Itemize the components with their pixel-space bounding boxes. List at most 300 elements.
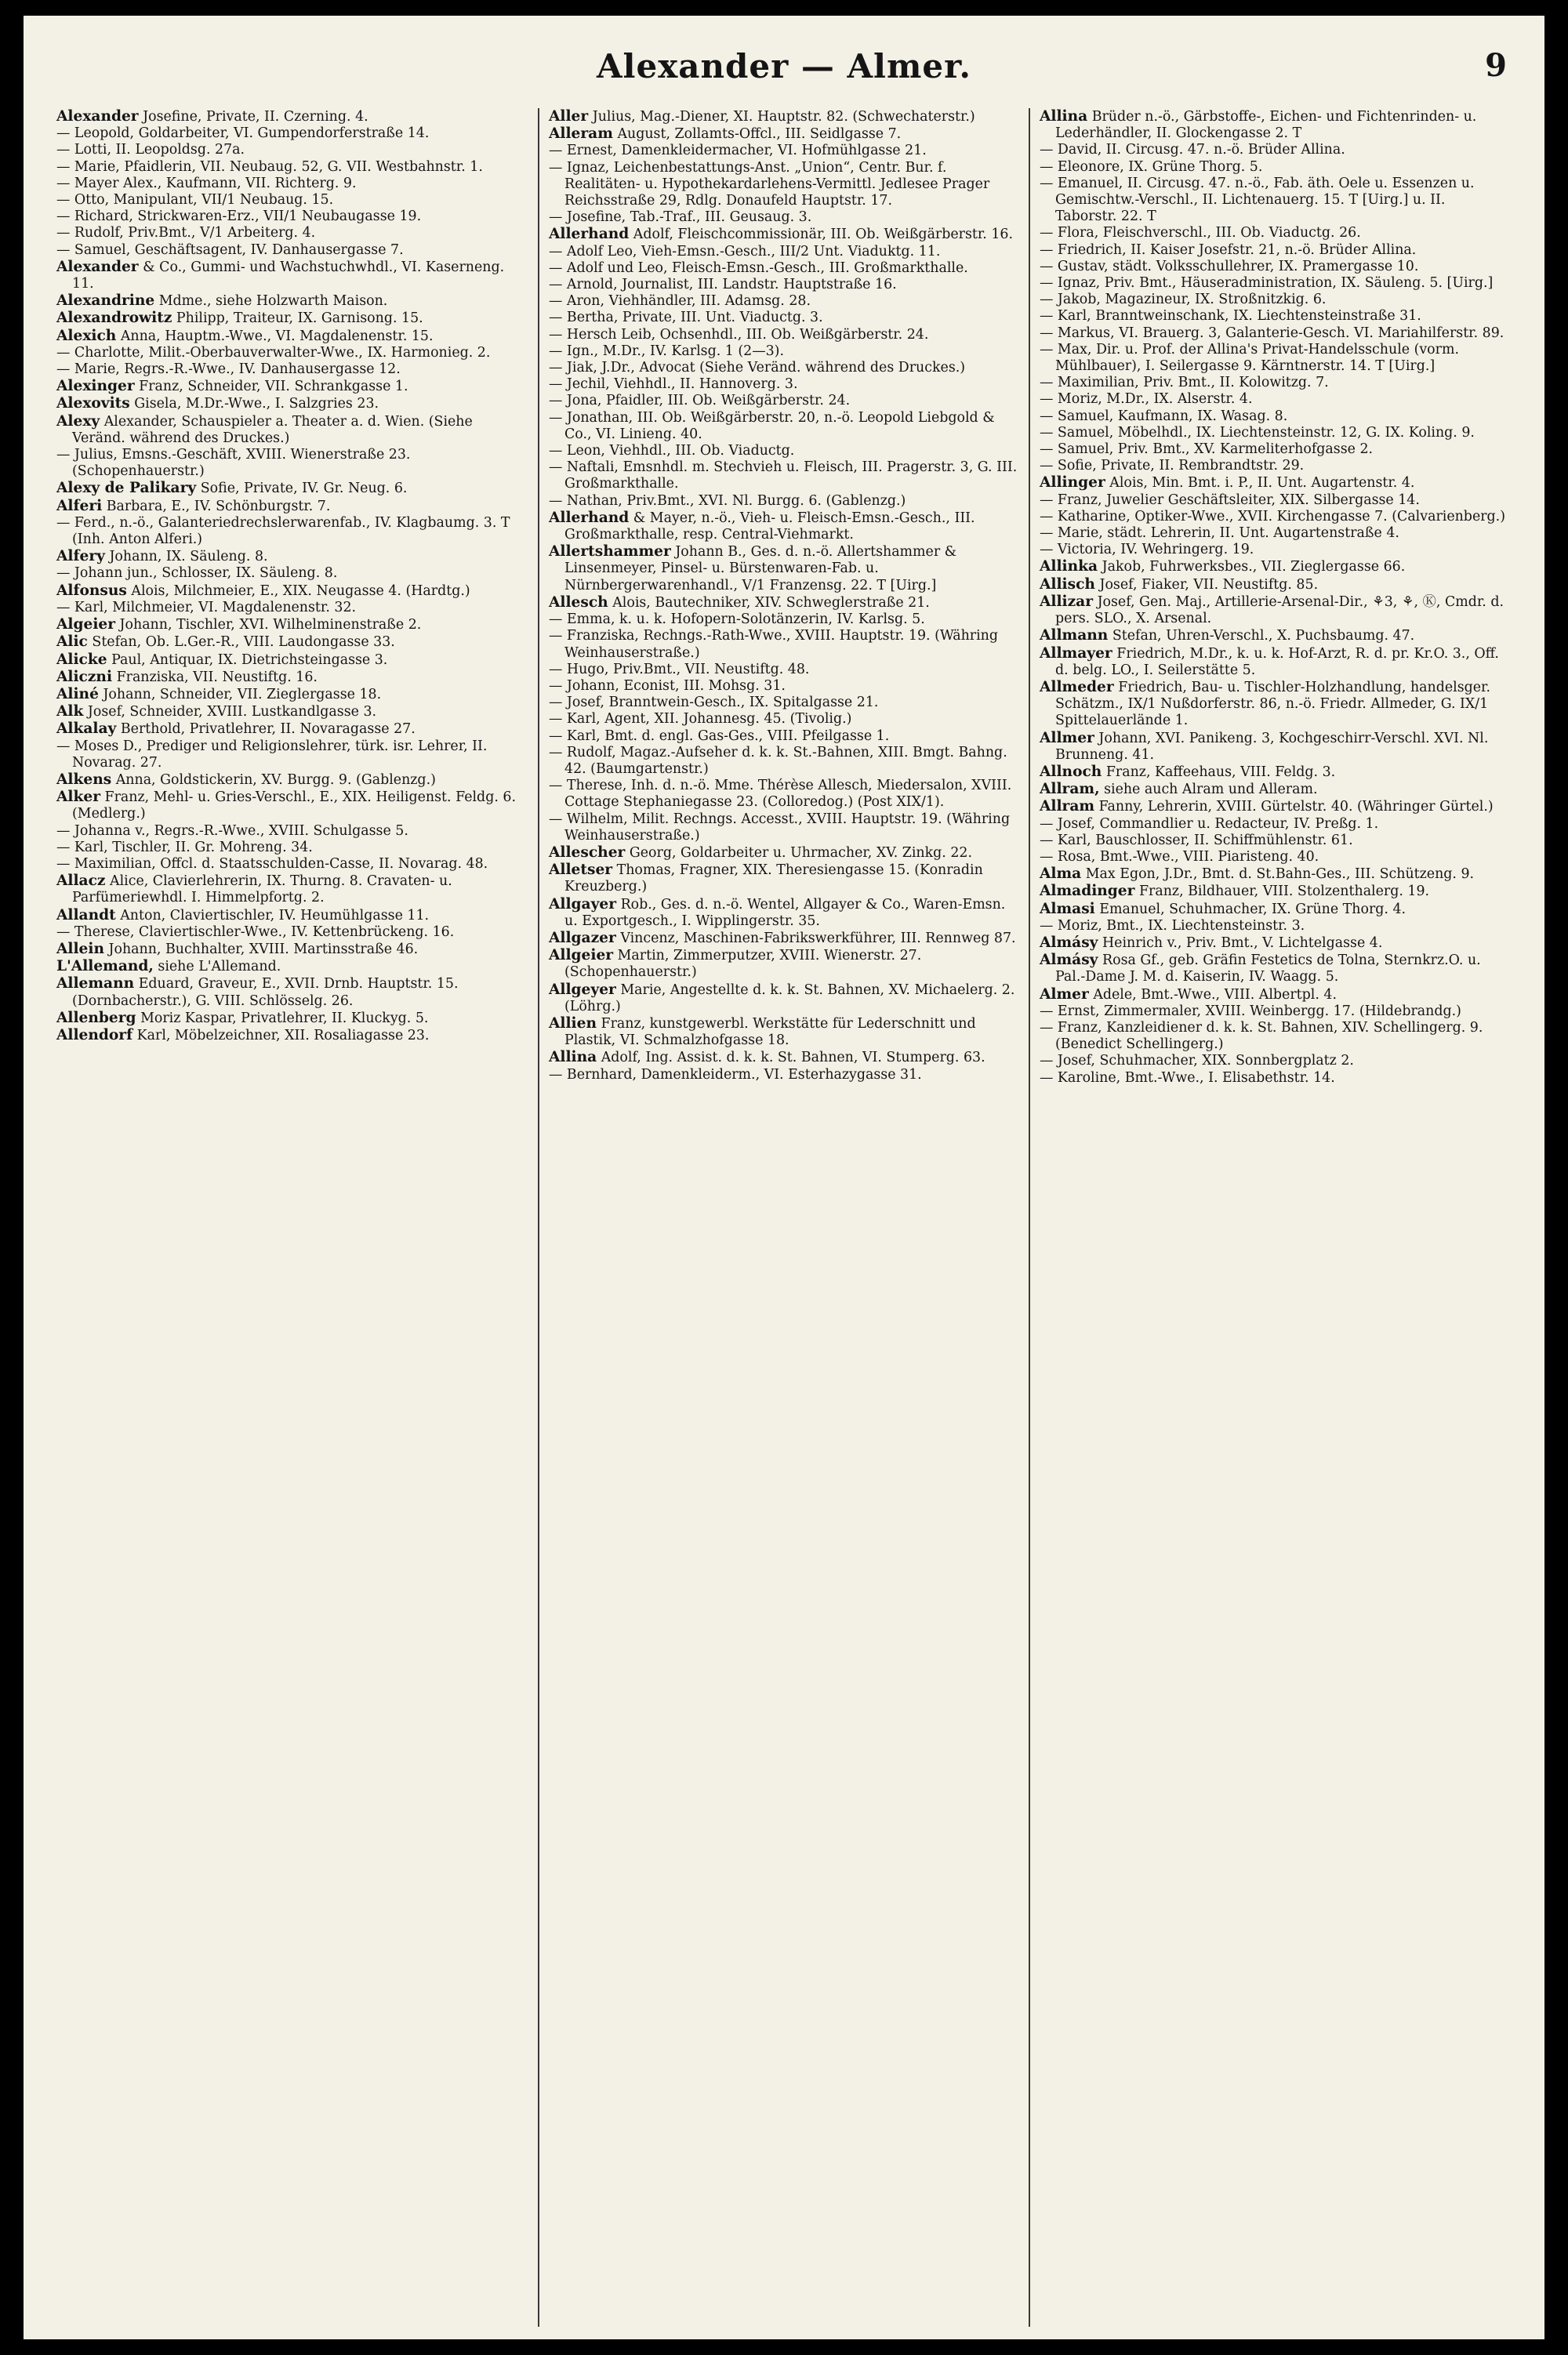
directory-entry: [1040, 865, 1510, 883]
directory-entry: [549, 310, 1019, 326]
directory-entry: [549, 728, 1019, 745]
entry-details: — Franz, Kanzleidiener d. k. k. St. Bahnen, XIV. Schellingerg. 9. (Benedict Schellingerg.): [1040, 1019, 1483, 1053]
directory-entry: [56, 720, 528, 738]
entry-details: Martin, Zimmerputzer, XVIII. Wienerstr. 27. (Schopenhauerstr.): [564, 948, 922, 981]
entry-details: Adolf, Fleischcommissionär, III. Ob. Weißgärberstr. 16.: [633, 227, 1014, 243]
entry-surname: Allesch: [549, 593, 608, 611]
entry-details: Franz, Bildhauer, VIII. Stolzenthalerg. 19.: [1138, 884, 1430, 900]
entry-details: Franz, Mehl- u. Gries-Verschl., E., XIX. Heiligenst. Feldg. 6. (Medlerg.): [72, 789, 516, 822]
directory-entry: [549, 862, 1019, 895]
entry-details: Brüder n.-ö., Gärbstoffe-, Eichen- und Fichtenrinden- u. Lederhändler, II. Glockengasse 2. T: [1055, 109, 1477, 142]
running-head: Alexander — Almer.: [596, 47, 972, 85]
directory-entry: [56, 413, 528, 447]
entry-details: — Samuel, Priv. Bmt., XV. Karmeliterhofgasse 2.: [1040, 441, 1374, 458]
entry-surname: Allenberg: [56, 1009, 136, 1026]
directory-entry: [1040, 1053, 1510, 1069]
entry-surname: Alexander: [56, 108, 139, 125]
entry-surname: Allizar: [1040, 593, 1094, 610]
entry-details: Barbara, E., IV. Schönburgstr. 7.: [106, 498, 331, 514]
entry-details: — Leopold, Goldarbeiter, VI. Gumpendorferstraße 14.: [56, 125, 430, 142]
entry-details: Johann, Schneider, VII. Zieglergasse 18.: [103, 686, 382, 702]
entry-details: — Johanna v., Regrs.-R.-Wwe., XVIII. Schulgasse 5.: [56, 822, 408, 839]
directory-entry: [56, 378, 528, 395]
entry-details: — Flora, Fleischverschl., III. Ob. Viaductg. 26.: [1040, 225, 1361, 241]
entry-details: — Ernst, Zimmermaler, XVIII. Weinbergg. 17. (Hildebrandg.): [1040, 1003, 1461, 1019]
directory-entry: [1040, 525, 1510, 542]
entry-details: — Marie, städt. Lehrerin, II. Unt. Augartenstraße 4.: [1040, 525, 1399, 542]
entry-surname: Alk: [56, 703, 84, 720]
entry-surname: Allgeier: [549, 947, 614, 964]
entry-details: Johann, XVI. Panikeng. 3, Kochgeschirr-Verschl. XVI. Nl. Brunneng. 41.: [1055, 730, 1489, 763]
entry-details: — Arnold, Journalist, III. Landstr. Hauptstraße 16.: [549, 277, 897, 293]
directory-entry: [1040, 576, 1510, 593]
entry-surname: Almadinger: [1040, 883, 1135, 900]
entry-details: — Julius, Emsns.-Geschäft, XVIII. Wienerstraße 23. (Schopenhauerstr.): [56, 447, 411, 480]
entry-surname: Almasi: [1040, 900, 1095, 917]
directory-entry: [549, 543, 1019, 594]
entry-details: Georg, Goldarbeiter u. Uhrmacher, XV. Zinkg. 22.: [629, 844, 973, 861]
entry-surname: Allein: [56, 940, 104, 957]
directory-entry: [56, 1010, 528, 1027]
entry-details: — Samuel, Kaufmann, IX. Wasag. 8.: [1040, 408, 1288, 424]
directory-entry: [56, 600, 528, 616]
directory-entry: [549, 343, 1019, 360]
entry-details: Berthold, Privatlehrer, II. Novaragasse 27.: [120, 721, 416, 738]
entry-details: Rosa Gf., geb. Gräfin Festetics de Tolna, Sternkrz.O. u. Pal.-Dame J. M. d. Kaiserin, IV. Waagg. 5.: [1055, 953, 1481, 985]
entry-details: Anna, Hauptm.-Wwe., VI. Magdalenenstr. 15.: [120, 328, 434, 344]
directory-entry: [1040, 558, 1510, 575]
entry-surname: Allemann: [56, 975, 135, 992]
directory-entry: [549, 327, 1019, 343]
directory-entry: [549, 443, 1019, 459]
entry-surname: Alma: [1040, 865, 1082, 883]
entry-surname: Allmer: [1040, 729, 1094, 746]
directory-entry: [1040, 108, 1510, 142]
entry-details: Josef, Gen. Maj., Artillerie-Arsenal-Dir., ⚘3, ⚘, Ⓚ, Cmdr. d. pers. SLO., X. Arsenal.: [1055, 593, 1504, 627]
directory-entry: [56, 515, 528, 548]
entry-details: Alois, Min. Bmt. i. P., II. Unt. Augartenstr. 4.: [1109, 475, 1415, 492]
directory-entry: [56, 142, 528, 158]
entry-details: Anton, Claviertischler, IV. Heumühlgasse 11.: [120, 907, 430, 923]
directory-entry: [1040, 833, 1510, 849]
directory-entry: [56, 361, 528, 378]
entry-details: — Karl, Tischler, II. Gr. Mohreng. 34.: [56, 839, 313, 855]
entry-details: Moriz Kaspar, Privatlehrer, II. Kluckyg. 5.: [140, 1010, 429, 1026]
directory-entry: [56, 738, 528, 771]
entry-details: Heinrich v., Priv. Bmt., V. Lichtelgasse 4.: [1102, 934, 1383, 951]
directory-entry: [549, 160, 1019, 210]
directory-entry: [56, 292, 528, 310]
directory-entry: [549, 293, 1019, 310]
directory-entry: [549, 410, 1019, 443]
entry-details: Eduard, Graveur, E., XVII. Drnb. Hauptstr. 15. (Dornbacherstr.), G. VIII. Schlösselg. 26.: [72, 976, 459, 1009]
directory-entry: [1040, 679, 1510, 730]
directory-entry: [56, 616, 528, 633]
directory-entry: [1040, 730, 1510, 764]
entry-details: Alice, Clavierlehrerin, IX. Thurng. 8. Cravaten- u. Parfümeriewhdl. I. Himmelpfortg. 2.: [72, 873, 452, 906]
directory-entry: [549, 108, 1019, 125]
directory-entry: [56, 703, 528, 720]
directory-entry: [1040, 425, 1510, 441]
entry-details: — Therese, Inh. d. n.-ö. Mme. Thérèse Allesch, Miedersalon, XVIII. Cottage Stephaniegasse 23. (Colloredog.) (Post XIX/1).: [549, 778, 1012, 811]
entry-details: Stefan, Uhren-Verschl., X. Puchsbaumg. 47.: [1112, 628, 1415, 644]
directory-entry: [56, 328, 528, 345]
entry-surname: Alexich: [56, 327, 117, 344]
entry-surname: Allina: [549, 1049, 597, 1066]
directory-entry: [1040, 934, 1510, 952]
directory-entry: [1040, 441, 1510, 458]
entry-details: — Samuel, Geschäftsagent, IV. Danhausergasse 7.: [56, 241, 404, 258]
entry-surname: Allnoch: [1040, 763, 1102, 780]
directory-entry: [56, 582, 528, 600]
directory-entry: [56, 345, 528, 361]
entry-surname: Allmeder: [1040, 678, 1114, 695]
entry-details: — Maximilian, Priv. Bmt., II. Kolowitzg. 7.: [1040, 375, 1329, 391]
entry-surname: Aliczni: [56, 668, 113, 685]
entry-details: — Ignaz, Leichenbestattungs-Anst. „Union“, Centr. Bur. f. Realitäten- u. Hypothekardarlehens-Vermittl. Jedlesee Prager Reichsstraße 29, Rdlg. Donaufeld Hauptstr. 17.: [549, 159, 990, 209]
entry-surname: Alletser: [549, 862, 613, 879]
directory-entry: [56, 958, 528, 975]
directory-entry: [56, 259, 528, 292]
entry-surname: Allina: [1040, 108, 1088, 125]
entry-surname: Almer: [1040, 985, 1089, 1003]
entry-details: — Rudolf, Magaz.-Aufseher d. k. k. St.-Bahnen, XIII. Bmgt. Bahng. 42. (Baumgartenstr.): [549, 744, 1007, 777]
entry-details: — Otto, Manipulant, VII/1 Neubaug. 15.: [56, 192, 334, 209]
entry-details: — Lotti, II. Leopoldsg. 27a.: [56, 142, 245, 158]
directory-entry: [56, 975, 528, 1009]
entry-details: Philipp, Traiteur, IX. Garnisong. 15.: [176, 310, 423, 327]
entry-surname: Allerhand: [549, 226, 630, 243]
entry-details: August, Zollamts-Offcl., III. Seidlgasse 7.: [617, 126, 902, 143]
entry-details: Anna, Goldstickerin, XV. Burgg. 9. (Gablenzg.): [115, 771, 436, 788]
entry-details: — Max, Dir. u. Prof. der Allina's Privat-Handelsschule (vorm. Mühlbauer), I. Seilergasse 9. Kärntnerstr. 14. T [Uirg.]: [1040, 341, 1459, 375]
entry-surname: Allgazer: [549, 929, 616, 946]
entry-details: Max Egon, J.Dr., Bmt. d. St.Bahn-Ges., III. Schützeng. 9.: [1085, 866, 1475, 883]
directory-entry: [549, 1015, 1019, 1049]
entry-details: — Bertha, Private, III. Unt. Viaductg. 3.: [549, 310, 823, 326]
entry-surname: Alexandrowitz: [56, 310, 172, 327]
directory-page: [24, 16, 1544, 2339]
directory-entry: [549, 393, 1019, 409]
entry-surname: Allerhand: [549, 509, 630, 526]
directory-entry: [549, 982, 1019, 1015]
entry-details: — Ernest, Damenkleidermacher, VI. Hofmühlgasse 21.: [549, 143, 927, 159]
entry-details: Johann, Buchhalter, XVIII. Martinsstraße 46.: [108, 941, 419, 957]
entry-surname: Alexandrine: [56, 292, 155, 310]
entry-details: — Wilhelm, Milit. Rechngs. Accesst., XVIII. Hauptstr. 19. (Währing Weinhauserstraße.): [549, 811, 1011, 844]
directory-entry: [56, 924, 528, 941]
directory-entry: [549, 745, 1019, 778]
directory-entry: [56, 310, 528, 327]
entry-surname: Alexinger: [56, 378, 135, 395]
directory-entry: [1040, 275, 1510, 292]
directory-entry: [549, 594, 1019, 611]
directory-entry: [549, 662, 1019, 678]
entry-details: — Karl, Branntweinschank, IX. Liechtensteinstraße 31.: [1040, 308, 1421, 325]
directory-entry: [1040, 645, 1510, 679]
entry-details: — Jona, Pfaidler, III. Ob. Weißgärberstr. 24.: [549, 393, 851, 409]
entry-details: Josef, Fiaker, VII. Neustiftg. 85.: [1099, 576, 1319, 593]
directory-entry: [56, 823, 528, 840]
entry-surname: Allinka: [1040, 558, 1098, 575]
directory-entry: [1040, 1020, 1510, 1053]
entry-details: — Moriz, M.Dr., IX. Alserstr. 4.: [1040, 391, 1253, 408]
entry-details: — Naftali, Emsnhdl. m. Stechvieh u. Fleisch, III. Pragerstr. 3, G. III. Großmarkthalle.: [549, 459, 1018, 492]
directory-entry: [56, 242, 528, 259]
directory-entry: [56, 159, 528, 176]
directory-entry: [56, 789, 528, 822]
entry-details: & Mayer, n.-ö., Vieh- u. Fleisch-Emsn.-Gesch., III. Großmarkthalle, resp. Central-Viehmarkt.: [564, 510, 975, 543]
entry-surname: Aliné: [56, 685, 99, 702]
directory-entry: [1040, 627, 1510, 644]
directory-entry: [1040, 509, 1510, 525]
entry-surname: Allendorf: [56, 1026, 133, 1043]
entry-details: — Mayer Alex., Kaufmann, VII. Richterg. 9.: [56, 175, 357, 191]
entry-surname: Allien: [549, 1014, 597, 1032]
entry-surname: Almásy: [1040, 934, 1098, 951]
entry-details: — Markus, VI. Brauerg. 3, Galanterie-Gesch. VI. Mariahilferstr. 89.: [1040, 325, 1504, 341]
directory-entry: [549, 143, 1019, 159]
directory-entry: [56, 498, 528, 515]
directory-entry: [1040, 901, 1510, 918]
entry-details: — Karl, Agent, XII. Johannesg. 45. (Tivolig.): [549, 711, 852, 728]
entry-details: Thomas, Fragner, XIX. Theresiengasse 15. (Konradin Kreuzberg.): [564, 862, 983, 895]
entry-details: — Emanuel, II. Circusg. 47. n.-ö., Fab. äth. Oele u. Essenzen u. Gemischtw.-Verschl., II. Lichtenauerg. 15. T [Uirg.] u. II. Taborstr. 22. T: [1040, 175, 1475, 225]
entry-details: — Franz, Juwelier Geschäftsleiter, XIX. Silbergasse 14.: [1040, 492, 1420, 508]
directory-entry: [56, 125, 528, 142]
directory-entry: [1040, 142, 1510, 158]
directory-entry: [549, 493, 1019, 510]
directory-entry: [1040, 952, 1510, 985]
directory-entry: [549, 244, 1019, 260]
entry-details: — Ign., M.Dr., IV. Karlsg. 1 (2—3).: [549, 343, 784, 359]
directory-entry: [56, 651, 528, 669]
entry-surname: Almásy: [1040, 952, 1098, 969]
directory-entry: [549, 947, 1019, 981]
directory-entry: [1040, 176, 1510, 226]
entry-details: Sofie, Private, IV. Gr. Neug. 6.: [200, 481, 408, 497]
entry-surname: Allinger: [1040, 474, 1105, 492]
directory-entry: [56, 108, 528, 125]
entry-details: — Charlotte, Milit.-Oberbauverwalter-Wwe., IX. Harmonieg. 2.: [56, 344, 491, 361]
directory-entry: [56, 209, 528, 225]
directory-entry: [1040, 242, 1510, 259]
directory-entry: [549, 628, 1019, 661]
entry-details: Stefan, Ob. L.Ger.-R., VIII. Laudongasse 33.: [92, 634, 395, 651]
entry-surname: Allescher: [549, 844, 626, 861]
directory-entry: [56, 225, 528, 241]
directory-entry: [1040, 986, 1510, 1003]
entry-details: — Ferd., n.-ö., Galanteriedrechslerwarenfab., IV. Klagbaumg. 3. T (Inh. Anton Alferi.): [56, 514, 510, 548]
entry-details: Fanny, Lehrerin, XVIII. Gürtelstr. 40. (Währinger Gürtel.): [1098, 799, 1494, 815]
directory-entry: [549, 125, 1019, 143]
entry-surname: Alkalay: [56, 720, 117, 738]
entry-details: — Samuel, Möbelhdl., IX. Liechtensteinstr. 12, G. IX. Koling. 9.: [1040, 424, 1475, 441]
directory-entry: [549, 896, 1019, 930]
entry-details: — Karl, Bmt. d. engl. Gas-Ges., VIII. Pfeilgasse 1.: [549, 728, 890, 744]
entry-surname: Alexander: [56, 258, 139, 275]
column-right: [1029, 108, 1519, 2327]
entry-surname: Alfery: [56, 548, 105, 565]
entry-surname: Alexovits: [56, 395, 130, 412]
entry-details: Josef, Schneider, XVIII. Lustkandlgasse 3.: [87, 704, 377, 720]
directory-entry: [549, 459, 1019, 492]
entry-details: Rob., Ges. d. n.-ö. Wentel, Allgayer & Co., Waren-Emsn. u. Exportgesch., I. Wipplingerstr. 35.: [564, 896, 1006, 929]
entry-details: Adele, Bmt.-Wwe., VIII. Albertpl. 4.: [1093, 986, 1337, 1003]
entry-details: — Karl, Milchmeier, VI. Magdalenenstr. 32.: [56, 599, 357, 615]
entry-details: — Karl, Bauschlosser, II. Schiffmühlenstr. 61.: [1040, 832, 1353, 848]
entry-surname: Alicke: [56, 651, 107, 668]
entry-details: — Leon, Viehhdl., III. Ob. Viaductg.: [549, 443, 795, 459]
entry-details: Franz, Schneider, VII. Schrankgasse 1.: [139, 379, 408, 395]
directory-entry: [1040, 918, 1510, 934]
directory-entry: [56, 1027, 528, 1044]
entry-details: — Nathan, Priv.Bmt., XVI. Nl. Burgg. 6. (Gablenzg.): [549, 492, 906, 509]
entry-details: — Friedrich, II. Kaiser Josefstr. 21, n.-ö. Brüder Allina.: [1040, 241, 1417, 258]
entry-details: — Ignaz, Priv. Bmt., Häuseradministration, IX. Säuleng. 5. [Uirg.]: [1040, 275, 1494, 292]
entry-details: — Johann, Econist, III. Mohsg. 31.: [549, 677, 786, 694]
entry-surname: Allram,: [1040, 781, 1100, 798]
entry-details: siehe L'Allemand.: [158, 959, 281, 975]
directory-entry: [1040, 225, 1510, 241]
directory-entry: [549, 811, 1019, 844]
entry-surname: Allram: [1040, 798, 1095, 815]
entry-details: Karl, Möbelzeichner, XII. Rosaliagasse 23.: [136, 1027, 430, 1043]
entry-surname: Alexy: [56, 412, 100, 430]
entry-details: Alexander, Schauspieler a. Theater a. d. Wien. (Siehe Veränd. während des Druckes.): [72, 413, 473, 446]
directory-entry: [56, 548, 528, 565]
entry-details: Franziska, VII. Neustiftg. 16.: [116, 669, 318, 685]
entry-details: — Josef, Schuhmacher, XIX. Sonnbergplatz 2.: [1040, 1053, 1354, 1069]
entry-details: — David, II. Circusg. 47. n.-ö. Brüder Allina.: [1040, 142, 1345, 158]
entry-details: — Victoria, IV. Wehringerg. 19.: [1040, 542, 1254, 558]
entry-surname: Alic: [56, 633, 88, 651]
directory-entry: [549, 510, 1019, 543]
entry-details: Jakob, Fuhrwerksbes., VII. Zieglergasse 66.: [1102, 559, 1406, 575]
entry-surname: Alexy de Palikary: [56, 480, 197, 497]
directory-entry: [56, 941, 528, 958]
directory-entry: [1040, 764, 1510, 781]
entry-surname: Allacz: [56, 873, 106, 890]
entry-details: — Rudolf, Priv.Bmt., V/1 Arbeiterg. 4.: [56, 225, 316, 241]
directory-entry: [1040, 883, 1510, 900]
directory-entry: [1040, 391, 1510, 408]
directory-entry: [1040, 849, 1510, 865]
entry-details: — Josefine, Tab.-Traf., III. Geusaug. 3.: [549, 209, 812, 226]
entry-details: — Katharine, Optiker-Wwe., XVII. Kirchengasse 7. (Calvarienberg.): [1040, 508, 1505, 524]
directory-entry: [549, 778, 1019, 811]
entry-details: — Adolf und Leo, Fleisch-Emsn.-Gesch., III. Großmarkthalle.: [549, 259, 968, 276]
directory-entry: [1040, 292, 1510, 308]
directory-entry: [549, 360, 1019, 376]
directory-entry: [56, 192, 528, 209]
entry-surname: Alferi: [56, 497, 103, 514]
entry-details: Paul, Antiquar, IX. Dietrichsteingasse 3.: [111, 651, 388, 668]
entry-surname: Allmann: [1040, 627, 1109, 644]
entry-surname: Allandt: [56, 906, 116, 923]
entry-details: — Josef, Branntwein-Gesch., IX. Spitalgasse 21.: [549, 695, 879, 711]
entry-details: & Co., Gummi- und Wachstuchwhdl., VI. Kaserneng. 11.: [72, 259, 505, 292]
directory-entry: [549, 844, 1019, 862]
entry-details: Mdme., siehe Holzwarth Maison.: [158, 293, 388, 310]
entry-details: — Adolf Leo, Vieh-Emsn.-Gesch., III/2 Unt. Viaduktg. 11.: [549, 243, 941, 259]
entry-surname: Alkens: [56, 771, 112, 788]
directory-entry: [549, 260, 1019, 277]
directory-entry: [56, 176, 528, 192]
directory-entry: [1040, 1070, 1510, 1087]
entry-surname: Allisch: [1040, 575, 1095, 593]
directory-entry: [56, 771, 528, 789]
entry-details: — Hugo, Priv.Bmt., VII. Neustiftg. 48.: [549, 661, 810, 677]
column-middle: [538, 108, 1029, 2327]
directory-entry: [1040, 542, 1510, 558]
directory-entry: [549, 277, 1019, 293]
entry-details: — Jiak, J.Dr., Advocat (Siehe Veränd. während des Druckes.): [549, 360, 966, 376]
entry-details: — Josef, Commandlier u. Redacteur, IV. Preßg. 1.: [1040, 815, 1379, 832]
directory-entry: [56, 447, 528, 480]
directory-columns: [47, 108, 1521, 2327]
directory-entry: [549, 226, 1019, 243]
directory-entry: [1040, 492, 1510, 509]
entry-surname: Algeier: [56, 616, 116, 633]
directory-entry: [56, 669, 528, 686]
page-header: [24, 47, 1544, 102]
entry-details: Franz, kunstgewerbl. Werkstätte für Lederschnitt und Plastik, VI. Schmalzhofgasse 18.: [564, 1015, 976, 1049]
entry-details: Johann, Tischler, XVI. Wilhelminenstraße 2.: [119, 617, 422, 633]
directory-entry: [1040, 474, 1510, 492]
entry-details: Johann, IX. Säuleng. 8.: [109, 549, 268, 565]
entry-details: Alois, Bautechniker, XIV. Schweglerstraße 21.: [612, 594, 930, 611]
entry-surname: Alfonsus: [56, 582, 127, 599]
entry-details: — Hersch Leib, Ochsenhdl., III. Ob. Weißgärberstr. 24.: [549, 326, 929, 343]
entry-details: — Emma, k. u. k. Hofopern-Solotänzerin, IV. Karlsg. 5.: [549, 611, 925, 628]
entry-details: — Marie, Regrs.-R.-Wwe., IV. Danhausergasse 12.: [56, 361, 401, 378]
entry-details: — Moses D., Prediger und Religionslehrer, türk. isr. Lehrer, II. Novarag. 27.: [56, 738, 488, 771]
entry-details: Johann B., Ges. d. n.-ö. Allertshammer & Linsenmeyer, Pinsel- u. Bürstenwaren-Fab. u. Nürnbergerwarenhandl., V/1 Franzensg. 22. T [Uirg.]: [564, 544, 957, 593]
entry-details: Franz, Kaffeehaus, VIII. Feldg. 3.: [1105, 764, 1336, 780]
directory-entry: [1040, 408, 1510, 425]
entry-surname: Alleram: [549, 125, 613, 143]
directory-entry: [549, 678, 1019, 695]
entry-details: — Richard, Strickwaren-Erz., VII/1 Neubaugasse 19.: [56, 209, 422, 225]
entry-details: Vincenz, Maschinen-Fabrikswerkführer, III. Rennweg 87.: [620, 930, 1016, 946]
entry-surname: Alker: [56, 789, 100, 806]
entry-details: Julius, Mag.-Diener, XI. Hauptstr. 82. (Schwechaterstr.): [592, 109, 975, 125]
entry-details: — Therese, Claviertischler-Wwe., IV. Kettenbrückeng. 16.: [56, 923, 455, 940]
entry-surname: Allgayer: [549, 895, 617, 913]
entry-details: Josefine, Private, II. Czerning. 4.: [143, 109, 368, 125]
directory-entry: [1040, 798, 1510, 815]
entry-details: — Bernhard, Damenkleiderm., VI. Esterhazygasse 31.: [549, 1066, 922, 1083]
directory-entry: [549, 711, 1019, 728]
directory-entry: [549, 695, 1019, 711]
directory-entry: [56, 873, 528, 906]
directory-entry: [549, 611, 1019, 628]
directory-entry: [1040, 259, 1510, 275]
entry-details: Alois, Milchmeier, E., XIX. Neugasse 4. (Hardtg.): [131, 582, 470, 599]
directory-entry: [1040, 816, 1510, 833]
entry-details: — Moriz, Bmt., IX. Liechtensteinstr. 3.: [1040, 917, 1305, 934]
entry-details: — Johann jun., Schlosser, IX. Säuleng. 8.: [56, 565, 338, 582]
entry-details: — Sofie, Private, II. Rembrandtstr. 29.: [1040, 458, 1305, 474]
entry-details: — Jechil, Viehhdl., II. Hannoverg. 3.: [549, 376, 798, 393]
entry-details: Adolf, Ing. Assist. d. k. k. St. Bahnen, VI. Stumperg. 63.: [601, 1050, 985, 1066]
directory-entry: [549, 1049, 1019, 1066]
page-number: 9: [1485, 47, 1507, 84]
directory-entry: [1040, 593, 1510, 627]
directory-entry: [56, 395, 528, 412]
entry-details: Marie, Angestellte d. k. k. St. Bahnen, XV. Michaelerg. 2. (Löhrg.): [564, 982, 1015, 1014]
